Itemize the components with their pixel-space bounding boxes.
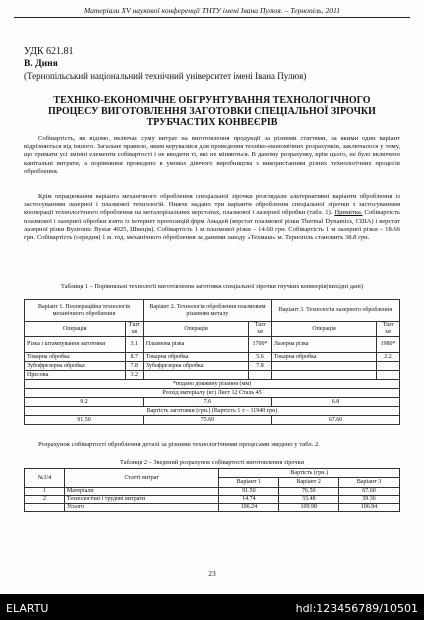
table1-variant1-header: Варіант 1. Поопераційна технологія механічного оброблення — [25, 300, 144, 322]
table-cell: 106.24 — [219, 504, 279, 512]
table-cell: 76.50 — [279, 488, 339, 496]
table1-caption: Таблиця 1 – Порівняльні технології виготовлення заготовки спеціальної зірочки гнучких конвеєрів(вихідні дані) — [61, 283, 363, 290]
table-cell: Пресова — [25, 371, 126, 380]
table-cell — [271, 371, 376, 380]
table-row — [25, 496, 400, 504]
table-row — [25, 416, 400, 425]
table-cell: 2.2 — [377, 353, 400, 362]
table-row — [25, 362, 400, 371]
paragraph-summary: Розрахунок собівартості оброблення деталі за різними технологічними процесами зведено у табл. 2. — [38, 441, 320, 448]
table-row — [25, 398, 400, 407]
table-cell: Токарна обробка — [143, 353, 248, 362]
table-row — [25, 353, 400, 362]
table-cell: Токарна обробка — [271, 353, 376, 362]
table2-variant-header: Варіант 2 — [279, 478, 339, 488]
table-cell: 109.98 — [279, 504, 339, 512]
table1-footnote: *подано довжину різання (мм) — [25, 380, 400, 389]
table-cell: Зубофрезерна обробка — [143, 362, 248, 371]
table-cell: 67.60 — [271, 416, 399, 425]
table-cell — [25, 504, 65, 512]
table1-material-title: Розхід матеріалу (кг) Лист 12 Сталь 45 — [25, 389, 400, 398]
table-cell — [377, 362, 400, 371]
paragraph-alternatives — [24, 193, 400, 242]
author-affiliation: (Тернопільський національний технічний університет імені Івана Пулюя) — [24, 71, 307, 81]
table-row — [25, 371, 400, 380]
table1-time-header: Тшт хв — [125, 322, 143, 337]
table-cell: 2 — [25, 496, 65, 504]
table-cell: Матеріали — [64, 488, 219, 496]
table-cell: Технологічні і трудові витрати — [64, 496, 219, 504]
author-name: В. Диня — [24, 59, 58, 69]
table1-op-header: Операція — [25, 322, 126, 337]
table-cell: 7.6 — [143, 398, 271, 407]
repository-bar — [0, 594, 424, 620]
table-cell: 91.50 — [219, 488, 279, 496]
paragraph-alternatives-text: Крім опрацювання варіанта механічного оброблення спеціальної зірочки розглядали альтернативні варіанти оброблення із застосуванням лазерної і плазмової технологій. Нижче надано три варіанти оброблення спеціальної зірочки з застосуванням кооперації технологічного оброблення на металорізальних верстатах, плазмової і лазерної обробки (табл. 1). — [24, 193, 400, 217]
table1-variant2-header: Варіант 2. Технологія оброблення плазмовим різанням металу — [143, 300, 271, 322]
table-row — [25, 337, 400, 353]
table1-time-header: Тшт хв — [377, 322, 400, 337]
table-cell: Плазмова різка — [143, 337, 248, 353]
table-cell: 5.6 — [249, 353, 272, 362]
table-cell: 1980* — [377, 337, 400, 353]
table-row — [25, 488, 400, 496]
table-cell: 106.94 — [339, 504, 400, 512]
table1-op-header: Операція — [143, 322, 248, 337]
table2-item-header: Статті витрат — [64, 469, 219, 488]
table-cell: 14.74 — [219, 496, 279, 504]
table2-caption: Таблиця 2 – Зведений розрахунок собівартості виготовлення зірочки — [120, 459, 304, 466]
table-cell — [377, 371, 400, 380]
cost-summary-table — [24, 468, 400, 512]
table-cell: 8.7 — [125, 353, 143, 362]
running-header: Матеріали ХV наукової конференції ТНТУ імені Івана Пулюя. – Тернопіль, 2011 — [14, 6, 410, 18]
table-cell: Токарна обробка — [25, 353, 126, 362]
table2-variant-header: Варіант 3 — [339, 478, 400, 488]
table-cell: 6.8 — [271, 398, 399, 407]
table1-time-header: Тшт хв — [249, 322, 272, 337]
table-cell: Різка і штампування заготовки — [25, 337, 126, 353]
table-cell: 33.48 — [279, 496, 339, 504]
table-cell — [271, 362, 376, 371]
table-cell: Зубофрезерна обробка — [25, 362, 126, 371]
table1-op-header: Операція — [271, 322, 376, 337]
repository-name: ELARTU — [6, 602, 49, 615]
table1-cost-title: Вартість заготовки (грн.) (Вартість 1 т – 11940 грн) — [25, 407, 400, 416]
comparison-table — [24, 299, 400, 425]
paper-title: ТЕХНІКО-ЕКОНОМІЧНЕ ОБГРУНТУВАННЯ ТЕХНОЛОГІЧНОГО ПРОЦЕСУ ВИГОТОВЛЕННЯ ЗАГОТОВКИ СПЕЦІАЛЬНОЇ ЗІРОЧКИ ТРУБЧАСТИХ КОНВЕЄРІВ — [48, 95, 376, 128]
table-cell: 91.50 — [25, 416, 144, 425]
table-cell: 75.60 — [143, 416, 271, 425]
paragraph-intro: Собівартість, як відомо, включає суму витрат на виготовлення продукції за різними статтями, за якими один варіант відрізняється від іншого. Загальне правило, яким керувалися для проведення техніко-економічних розрахунків, заключалося у тому, що тримати усі змінні елементи собівартості і не вводити ті, які не міняються. В даному розрахунку, крім цього, не було включено капітальні витрати, а порівняння проведено в умовах діючого виробництва з використанням різних технологічних процесів оброблення. — [24, 135, 400, 175]
page-number: 23 — [208, 569, 216, 578]
table-cell: Усього — [64, 504, 219, 512]
table-cell: 39.36 — [339, 496, 400, 504]
table1-variant3-header: Варіант 3. Технологія лазерного оброблення — [271, 300, 399, 322]
table-cell: 7.8 — [249, 362, 272, 371]
table-cell — [143, 371, 248, 380]
table-cell: 7.8 — [125, 362, 143, 371]
udk-code: УДК 621.81 — [24, 46, 74, 57]
table-cell: 1700* — [249, 337, 272, 353]
table2-number-header: №3/4 — [25, 469, 65, 488]
table-row — [25, 504, 400, 512]
table2-variant-header: Варіант 1 — [219, 478, 279, 488]
table2-cost-header: Вартість (грн.) — [219, 469, 400, 478]
table-cell — [249, 371, 272, 380]
table-cell: 3.1 — [125, 337, 143, 353]
table-cell: 9.2 — [25, 398, 144, 407]
table-cell: 67.60 — [339, 488, 400, 496]
table-cell: 1 — [25, 488, 65, 496]
paragraph-note-text: Собівартість плазмової і лазерної обробки взято із інтернет пропозицій фірм Амадей (верстат плазмової різки Thermal Dynamics, США) і верстат лазерної різки Bystronic Bystar 4025, Швеція). Собівартість 1 м плазмової різки – 14.60 грн. Собівартість 1 м лазерної різки – 18.66 грн. Собівартість (середня) 1 м. год. механічного оброблення за даними заводу «Техмаш» м. Тернопіль становить 38.8 грн. — [24, 209, 400, 242]
handle-id: hdl:123456789/10501 — [295, 602, 418, 615]
table-cell: Лазерна різка — [271, 337, 376, 353]
note-label: Примітка. — [334, 209, 363, 217]
table-cell: 3.2 — [125, 371, 143, 380]
